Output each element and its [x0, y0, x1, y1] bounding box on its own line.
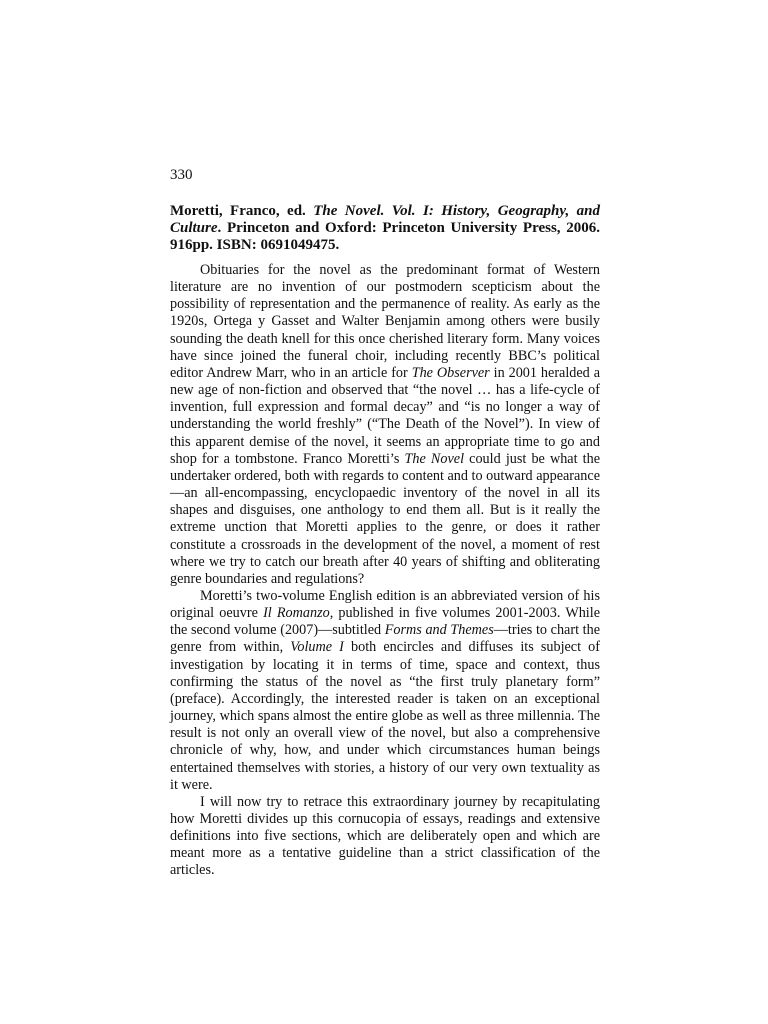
text-run: Moretti’s two-volume English edition is an abbreviated version of his original oeuvre — [170, 587, 600, 622]
italic-title: The Observer — [411, 364, 490, 381]
italic-title: Volume I — [290, 639, 344, 656]
citation-author: Moretti, Franco, ed. — [170, 203, 314, 219]
book-citation — [170, 203, 600, 254]
citation-title: The Novel. Vol. I: History, Geography, and Culture — [170, 203, 600, 236]
paragraph-3 — [170, 794, 600, 880]
text-run: I will now try to retrace this extraordinary journey by recapitulating how Moretti divides up this cornucopia of essays, readings and extensive definitions into five sections, which are deliberately open and which are meant more as a tentative guideline than a strict classification of the articles. — [170, 793, 600, 879]
text-run: both encircles and diffuses its subject of investigation by locating it in terms of time, space and context, thus confirming the status of the novel as “the first truly planetary form” (preface). Accordingly, the interested reader is taken on an exceptional journey, which spans almost the entire globe as well as three millennia. The result is not only an overall view of the novel, but also a comprehensive chronicle of why, how, and under which circumstances human beings entertained themselves with stories, a history of our very own textuality as it were. — [170, 639, 600, 793]
text-run: , published in five volumes 2001-2003. While the second volume (2007)—subtitled — [170, 605, 600, 639]
paragraph-2 — [170, 588, 600, 794]
text-run: in 2001 heralded a new age of non-fiction and observed that “the novel … has a life-cycle of invention, full expression and formal decay” and “is no longer a way of understanding the world freshly” (“The Death of the Novel”). In view of this apparent demise of the novel, it seems an appropriate time to go and shop for a tombstone. Franco Moretti’s — [170, 364, 600, 467]
italic-title: Forms and Themes — [384, 622, 494, 639]
text-run: could just be what the undertaker ordered, both with regards to content and to outward appearance—an all-encompassing, encyclopaedic inventory of the novel in all its shapes and disguises, one anthology to end them all. But is it really the extreme unction that Moretti applies to the genre, or does it rather constitute a crossroads in the development of the novel, a moment of rest where we try to catch our breath after 40 years of shifting and obliterating genre boundaries and regulations? — [170, 450, 601, 587]
text-run: Obituaries for the novel as the predominant format of Western literature are no invention of our postmodern scepticism about the possibility of representation and the permanence of reality. As early as the 1920s, Ortega y Gasset and Walter Benjamin among others were busily sounding the death knell for this once cherished literary form. Many voices have since joined the funeral choir, including recently BBC’s political editor Andrew Marr, who in an article for — [170, 262, 600, 381]
paragraph-1 — [170, 262, 600, 588]
review-body — [170, 262, 600, 880]
italic-title: The Novel — [404, 450, 465, 467]
italic-title: Il Romanzo — [263, 605, 330, 622]
page-number: 330 — [170, 167, 193, 183]
citation-publication: . Princeton and Oxford: Princeton University Press, 2006. 916pp. ISBN: 0691049475. — [170, 220, 600, 253]
text-run: —tries to chart the genre from within, — [170, 622, 600, 656]
